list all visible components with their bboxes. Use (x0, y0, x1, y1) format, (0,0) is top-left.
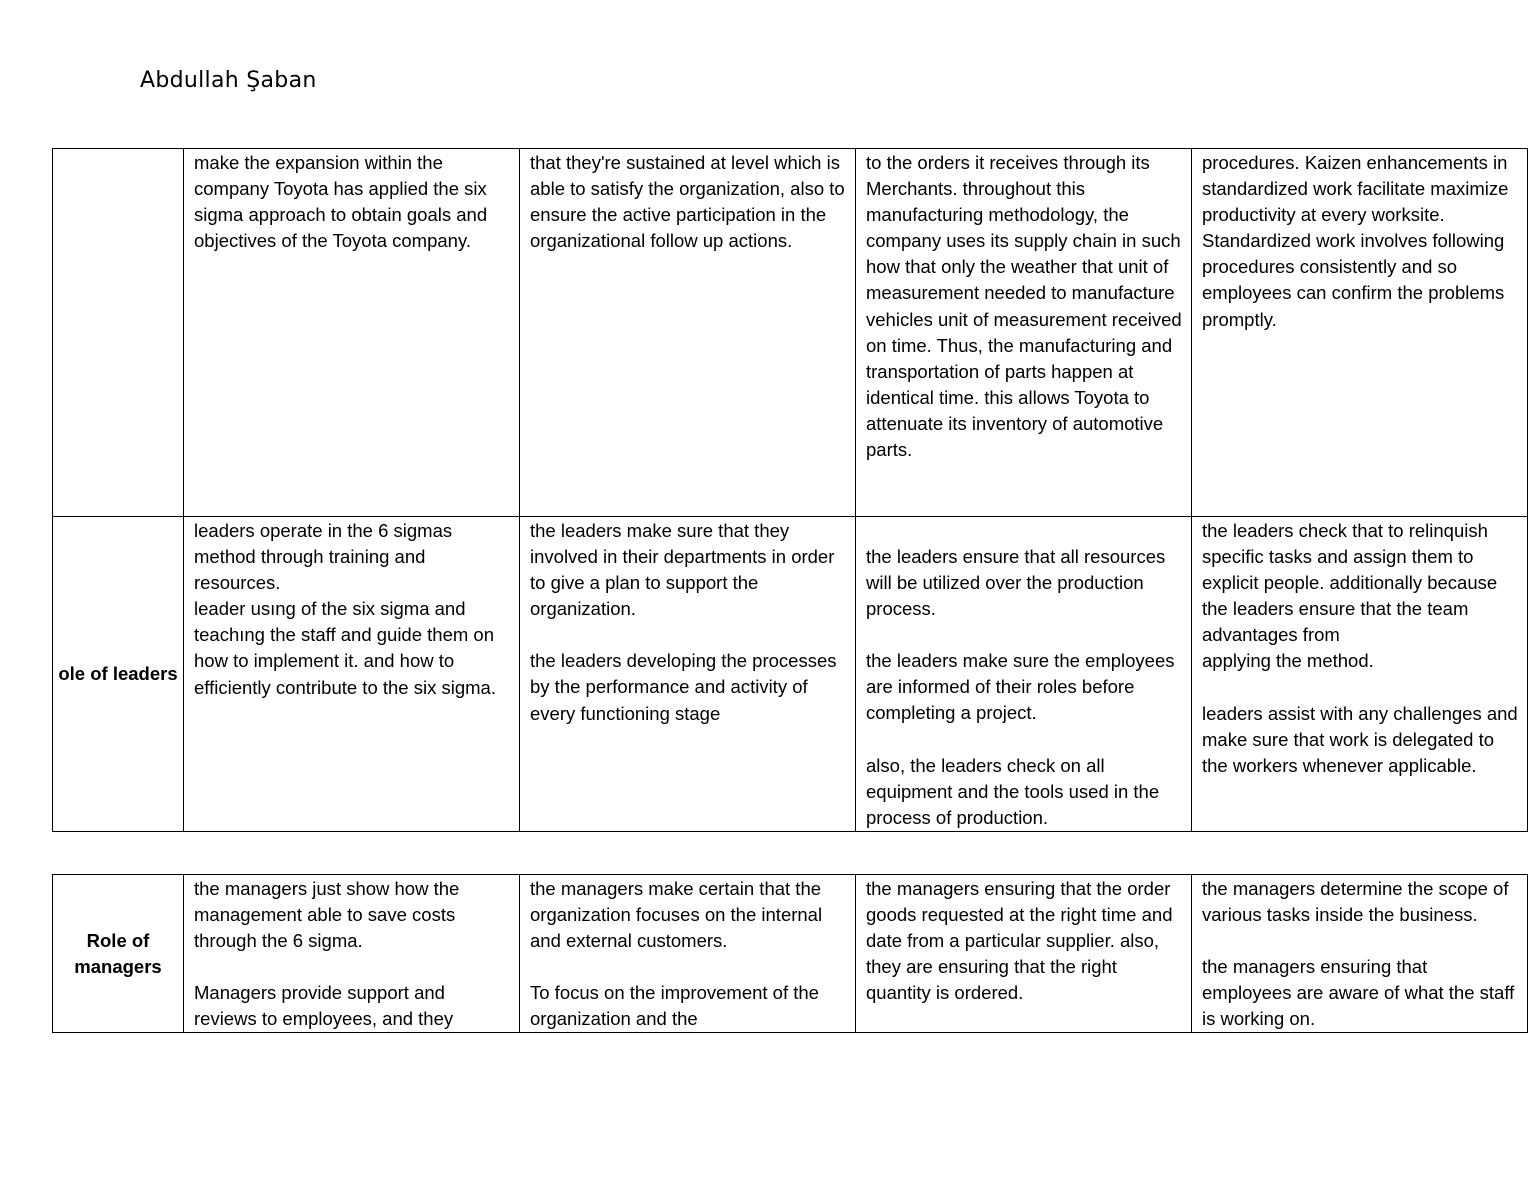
table-cell (184, 149, 520, 517)
cell-paragraph: To focus on the improvement of the organization and the (530, 982, 819, 1030)
table-cell (1192, 517, 1528, 832)
cell-paragraph: leaders assist with any challenges and make sure that work is delegated to the workers whenever applicable. (1202, 702, 1518, 776)
cell-blank-line (194, 954, 511, 980)
cell-paragraph: the managers make certain that the organization focuses on the internal and external customers. (530, 878, 823, 952)
table-cell (520, 149, 856, 517)
row-label: ole of leaders (53, 517, 184, 832)
cell-paragraph: also, the leaders check on all equipment and the tools used in the process of production. (866, 754, 1160, 828)
cell-paragraph: the leaders check that to relinquish specific tasks and assign them to explicit people. additionally because the leaders ensure that the team advantages from (1202, 520, 1498, 646)
row-label (53, 149, 184, 517)
cell-paragraph: the leaders make sure the employees are informed of their roles before completing a project. (866, 650, 1175, 724)
table-cell (856, 149, 1192, 517)
cell-paragraph: the leaders ensure that all resources will be utilized over the production process. (866, 546, 1166, 620)
cell-paragraph: to the orders it receives through its Merchants. throughout this manufacturing methodology, the company uses its supply chain in such how that only the weather that unit of measurement needed to manufacture vehicles unit of measurement received on time. Thus, the manufacturing and transportation of parts happen at identical time. this allows Toyota to attenuate its inventory of automotive parts. (866, 152, 1182, 461)
table-cell (184, 875, 520, 1033)
cell-paragraph: the managers just show how the management able to save costs through the 6 sigma. (194, 878, 460, 952)
cell-blank-line (866, 622, 1183, 648)
cell-paragraph: leaders operate in the 6 sigmas method through training and resources. (194, 520, 453, 594)
cell-paragraph: the managers ensuring that the order goods requested at the right time and date from a particular supplier. also, they are ensuring that the right quantity is ordered. (866, 878, 1173, 1004)
table-row (53, 875, 1528, 1033)
table-cell (856, 875, 1192, 1033)
cell-blank-line (530, 954, 847, 980)
cell-blank-line (1202, 928, 1519, 954)
cell-paragraph: the leaders make sure that they involved in their departments in order to give a plan to support the organization. (530, 520, 835, 620)
cell-blank-line (866, 518, 1183, 544)
table-cell (1192, 875, 1528, 1033)
cell-paragraph: the managers ensuring that employees are aware of what the staff is working on. (1202, 956, 1515, 1030)
cell-blank-line (530, 622, 847, 648)
cell-paragraph: make the expansion within the company Toyota has applied the six sigma approach to obtain goals and objectives of the Toyota company. (194, 152, 488, 252)
cell-paragraph: that they're sustained at level which is able to satisfy the organization, also to ensure the active participation in the organizational follow up actions. (530, 152, 845, 252)
table-cell (856, 517, 1192, 832)
cell-paragraph: the leaders developing the processes by the performance and activity of every functioning stage (530, 650, 837, 724)
managers-table (52, 874, 1528, 1033)
cell-paragraph: procedures. Kaizen enhancements in standardized work facilitate maximize productivity at every worksite. Standardized work involves following procedures consistently and so employees can confirm the problems promptly. (1202, 152, 1509, 330)
table-cell (1192, 149, 1528, 517)
cell-paragraph: the managers determine the scope of various tasks inside the business. (1202, 878, 1509, 926)
cell-blank-line (866, 727, 1183, 753)
table-cell (184, 517, 520, 832)
table-cell (520, 517, 856, 832)
table-row (53, 149, 1528, 517)
cell-paragraph: leader usıng of the six sigma and teachıng the staff and guide them on how to implement it. and how to efficiently contribute to the six sigma. (194, 598, 496, 698)
table-row (53, 517, 1528, 832)
table-cell (520, 875, 856, 1033)
row-label: Role of managers (53, 875, 184, 1033)
cell-paragraph: Managers provide support and reviews to employees, and they (194, 982, 454, 1030)
cell-paragraph: applying the method. (1202, 650, 1374, 672)
leaders-table (52, 148, 1528, 832)
author-name: Abdullah Şaban (140, 68, 317, 93)
cell-blank-line (1202, 675, 1519, 701)
